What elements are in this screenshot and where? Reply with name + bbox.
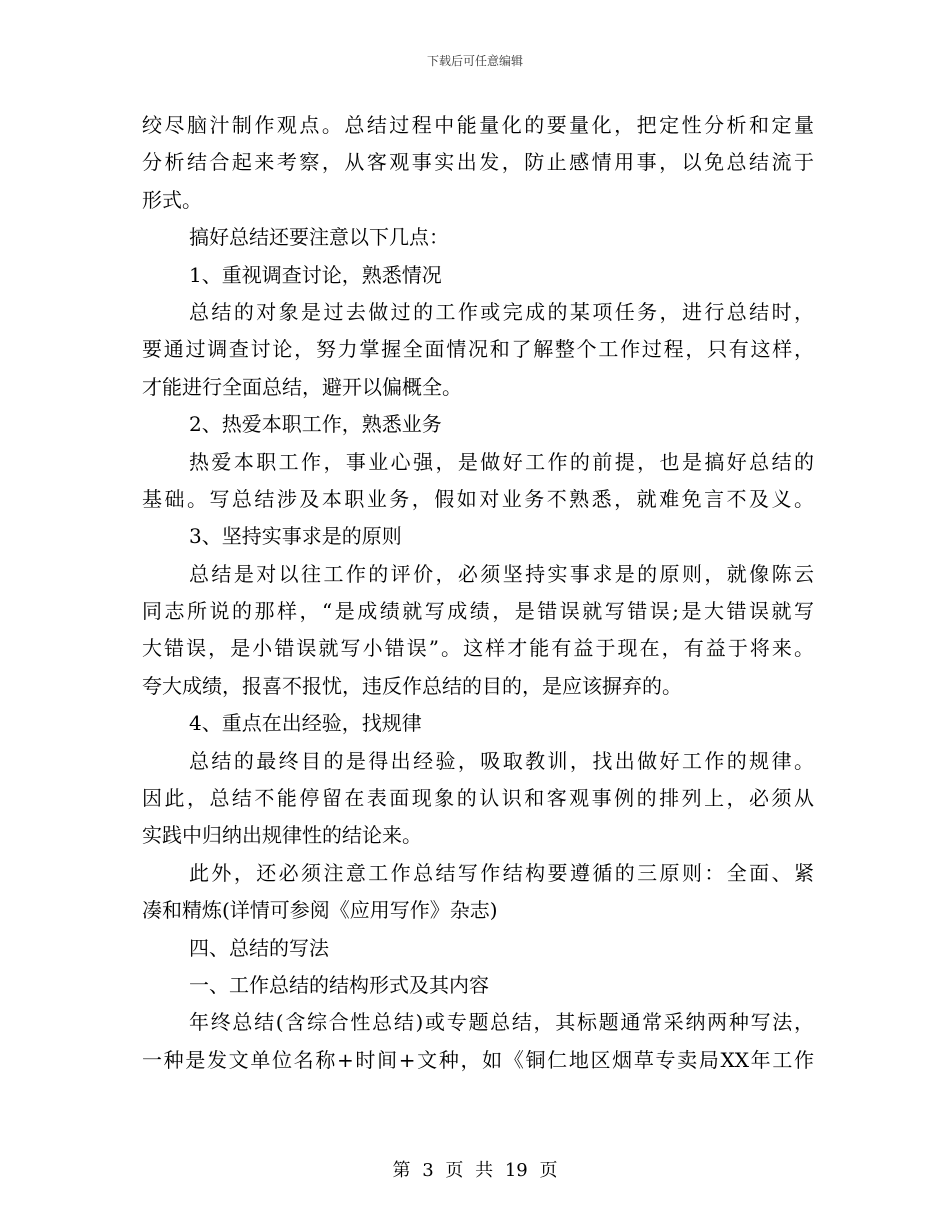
text-line: 4、重点在出经验，找规律	[189, 711, 422, 736]
page-footer: 第 3 页 共 19 页	[392, 1160, 558, 1181]
text-line: 基础。写总结涉及本职业务，假如对业务不熟悉，就难免言不及义。	[142, 486, 814, 511]
text-line: 总结的对象是过去做过的工作或完成的某项任务，进行总结时，	[189, 299, 814, 324]
text-line: 大错误，是小错误就写小错误”。这样才能有益于现在，有益于将来。	[142, 636, 814, 661]
text-line: 实践中归纳出规律性的结论来。	[142, 823, 422, 848]
page-header: 下载后可任意编辑	[426, 54, 523, 68]
text-line: 凑和精炼(详情可参阅《应用写作》杂志)	[142, 898, 498, 923]
text-line: 才能进行全面总结，避开以偏概全。	[142, 374, 462, 399]
text-line: 一种是发文单位名称+时间+文种，如《铜仁地区烟草专卖局XX年工作	[142, 1047, 814, 1072]
text-line: 热爱本职工作，事业心强，是做好工作的前提，也是搞好总结的	[189, 449, 814, 474]
text-line: 总结的最终目的是得出经验，吸取教训，找出做好工作的规律。	[189, 748, 814, 773]
text-line: 同志所说的那样，“是成绩就写成绩，是错误就写错误;是大错误就写	[142, 599, 814, 624]
text-line: 形式。	[142, 187, 202, 212]
text-line: 绞尽脑汁制作观点。总结过程中能量化的要量化，把定性分析和定量	[142, 113, 814, 137]
text-line: 1、重视调查讨论，熟悉情况	[189, 262, 442, 287]
document-body	[142, 107, 814, 1079]
text-line: 一、工作总结的结构形式及其内容	[189, 972, 489, 997]
text-line: 3、坚持实事求是的原则	[189, 524, 402, 549]
text-line: 夸大成绩，报喜不报忧，违反作总结的目的，是应该摒弃的。	[142, 673, 682, 698]
text-line: 四、总结的写法	[189, 935, 329, 960]
text-line: 年终总结(含综合性总结)或专题总结，其标题通常采纳两种写法，	[189, 1010, 814, 1035]
text-line: 分析结合起来考察，从客观事实出发，防止感情用事，以免总结流于	[142, 150, 814, 175]
text-line: 2、热爱本职工作，熟悉业务	[189, 412, 442, 437]
text-line: 因此，总结不能停留在表面现象的认识和客观事例的排列上，必须从	[142, 786, 814, 811]
text-line: 搞好总结还要注意以下几点：	[189, 225, 449, 250]
text-line: 总结是对以往工作的评价，必须坚持实事求是的原则，就像陈云	[189, 561, 814, 586]
text-line: 要通过调查讨论，努力掌握全面情况和了解整个工作过程，只有这样，	[142, 337, 814, 362]
text-line: 此外，还必须注意工作总结写作结构要遵循的三原则：全面、紧	[189, 860, 814, 885]
